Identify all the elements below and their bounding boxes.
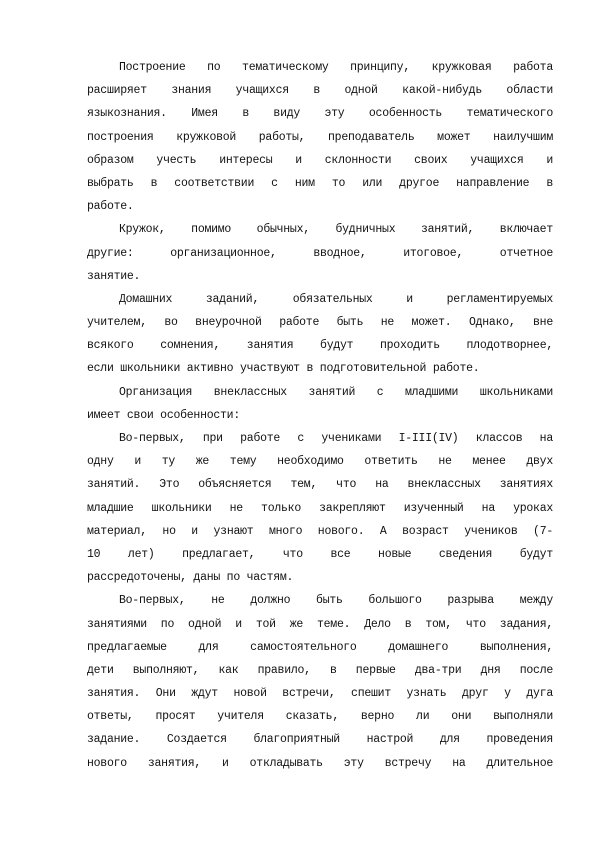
text-line: задание. Создается благоприятный настрой для проведения: [87, 733, 553, 747]
text-line: построения кружковой работы, преподаватель может наилучшим: [87, 130, 553, 144]
paragraph-club-sessions: [87, 218, 553, 288]
text-line: материал, но и узнают много нового. А возраст учеников (7-: [87, 524, 553, 538]
text-line: одну и ту же тему необходимо ответить не менее двух: [87, 455, 553, 469]
text-line: учителем, во внеурочной работе быть не может. Однако, вне: [87, 316, 553, 330]
text-line: Во-первых, не должно быть большого разрыва между: [119, 594, 553, 608]
text-line: если школьники активно участвуют в подготовительной работе.: [87, 362, 480, 376]
text-line: занятиями по одной и той же теме. Дело в том, что задания,: [87, 617, 553, 631]
paragraph-homework: [87, 288, 553, 381]
text-line: образом учесть интересы и склонности своих учащихся и: [87, 153, 553, 167]
text-line: занятие.: [87, 269, 141, 283]
document-body: [87, 56, 553, 775]
text-line: занятия. Они ждут новой встречи, спешит узнать друг у дуга: [87, 687, 553, 701]
text-line: другие: организационное, вводное, итоговое, отчетное: [87, 246, 553, 260]
text-line: всякого сомнения, занятия будут проходить плодотворнее,: [87, 339, 553, 353]
text-line: Организация внеклассных занятий с младшими школьниками: [119, 385, 553, 399]
text-line: ответы, просят учителя сказать, верно ли они выполняли: [87, 710, 553, 724]
text-line: расширяет знания учащихся в одной какой-нибудь области: [87, 84, 553, 98]
text-line: имеет свои особенности:: [87, 408, 240, 422]
text-line: младшие школьники не только закрепляют изученный на уроках: [87, 501, 553, 515]
text-line: нового занятия, и откладывать эту встречу на длительное: [87, 756, 553, 770]
text-line: предлагаемые для самостоятельного домашнего выполнения,: [87, 640, 553, 654]
text-line: Домашних заданий, обязательных и регламентируемых: [119, 292, 553, 306]
text-line: занятий. Это объясняется тем, что на внеклассных занятиях: [87, 478, 553, 492]
paragraph-secondly: [87, 589, 553, 775]
text-line: Во-первых, при работе с учениками I-III(IV) классов на: [119, 432, 553, 445]
text-line: выбрать в соответствии с ним то или другое направление в: [87, 176, 553, 190]
text-line: дети выполняют, как правило, в первые два-три дня после: [87, 663, 553, 677]
text-line: 10 лет) предлагает, что все новые сведения будут: [87, 547, 553, 561]
text-line: Построение по тематическому принципу, кружковая работа: [119, 61, 553, 74]
text-line: работе.: [87, 200, 134, 214]
text-line: Кружок, помимо обычных, будничных занятий, включает: [119, 223, 553, 237]
paragraph-thematic-principle: [87, 56, 553, 218]
paragraph-firstly: [87, 427, 553, 589]
text-line: языкознания. Имея в виду эту особенность тематического: [87, 107, 553, 121]
paragraph-organization: [87, 381, 553, 427]
text-line: рассредоточены, даны по частям.: [87, 571, 294, 585]
